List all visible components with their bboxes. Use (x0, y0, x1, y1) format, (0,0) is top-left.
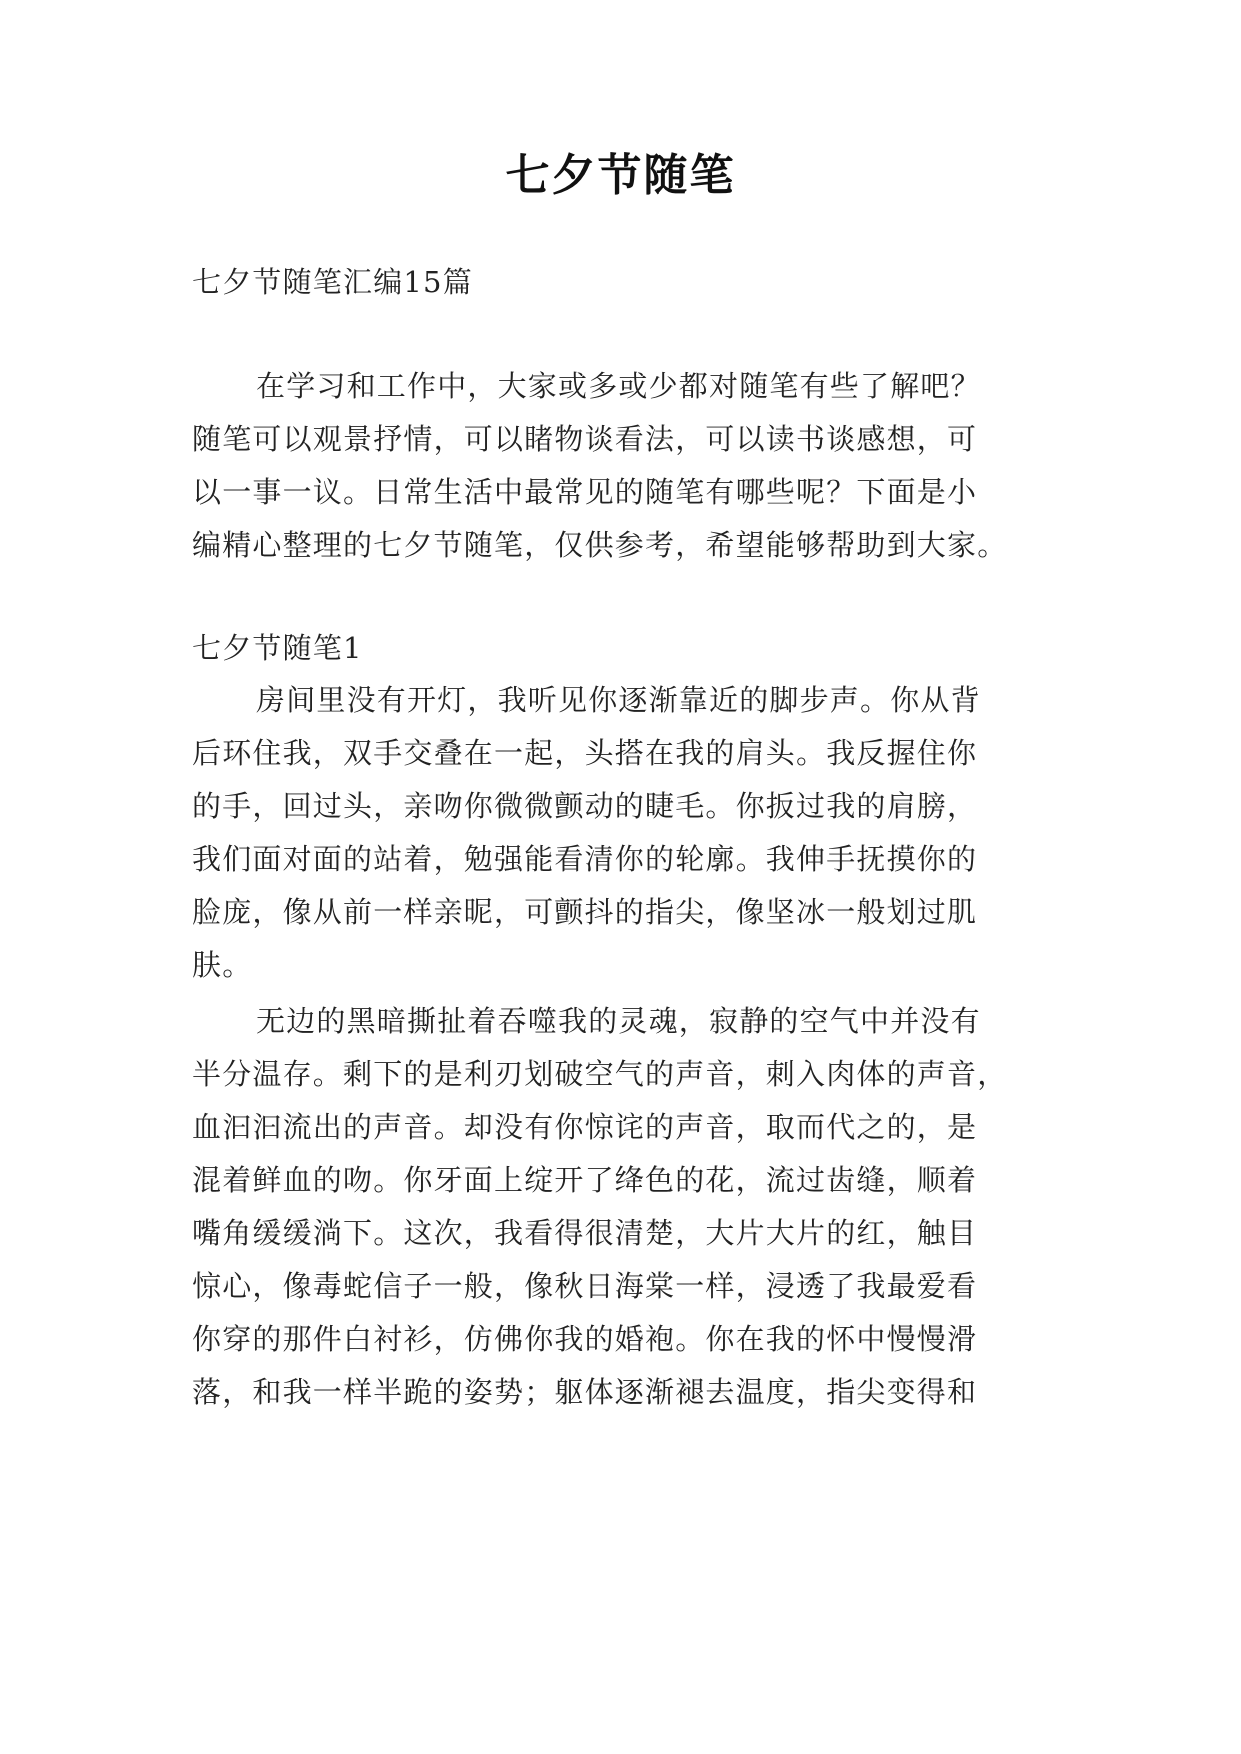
paragraph-line: 房间里没有开灯，我听见你逐渐靠近的脚步声。你从背 (256, 683, 981, 717)
paragraph-line: 你穿的那件白衬衫，仿佛你我的婚袍。你在我的怀中慢慢滑 (192, 1322, 978, 1356)
paragraph-line: 无边的黑暗撕扯着吞噬我的灵魂，寂静的空气中并没有 (256, 1004, 981, 1038)
paragraph-line: 嘴角缓缓淌下。这次，我看得很清楚，大片大片的红，触目 (192, 1216, 978, 1250)
paragraph-line: 惊心，像毒蛇信子一般，像秋日海棠一样，浸透了我最爱看 (192, 1269, 978, 1303)
paragraph-line: 混着鲜血的吻。你牙面上绽开了绛色的花，流过齿缝，顺着 (192, 1163, 978, 1197)
paragraph-line: 半分温存。剩下的是利刃划破空气的声音，刺入肉体的声音， (192, 1057, 1008, 1091)
intro-line: 编精心整理的七夕节随笔，仅供参考，希望能够帮助到大家。 (192, 528, 1008, 562)
paragraph-line: 后环住我，双手交叠在一起，头搭在我的肩头。我反握住你 (192, 736, 978, 770)
paragraph-line: 脸庞，像从前一样亲昵，可颤抖的指尖，像坚冰一般划过肌 (192, 895, 978, 929)
paragraph-line: 我们面对面的站着，勉强能看清你的轮廓。我伸手抚摸你的 (192, 842, 978, 876)
document-title: 七夕节随笔 (505, 150, 736, 201)
document-subtitle: 七夕节随笔汇编15篇 (192, 265, 473, 299)
section-heading: 七夕节随笔1 (192, 631, 363, 665)
intro-line: 在学习和工作中，大家或多或少都对随笔有些了解吧？ (256, 369, 981, 403)
intro-line: 随笔可以观景抒情，可以睹物谈看法，可以读书谈感想，可 (192, 422, 978, 456)
paragraph-line: 血汩汩流出的声音。却没有你惊诧的声音，取而代之的，是 (192, 1110, 978, 1144)
paragraph-line: 落，和我一样半跪的姿势；躯体逐渐褪去温度，指尖变得和 (192, 1375, 978, 1409)
intro-line: 以一事一议。日常生活中最常见的随笔有哪些呢？下面是小 (192, 475, 978, 509)
paragraph-line: 肤。 (192, 948, 253, 982)
paragraph-line: 的手，回过头，亲吻你微微颤动的睫毛。你扳过我的肩膀， (192, 789, 978, 823)
